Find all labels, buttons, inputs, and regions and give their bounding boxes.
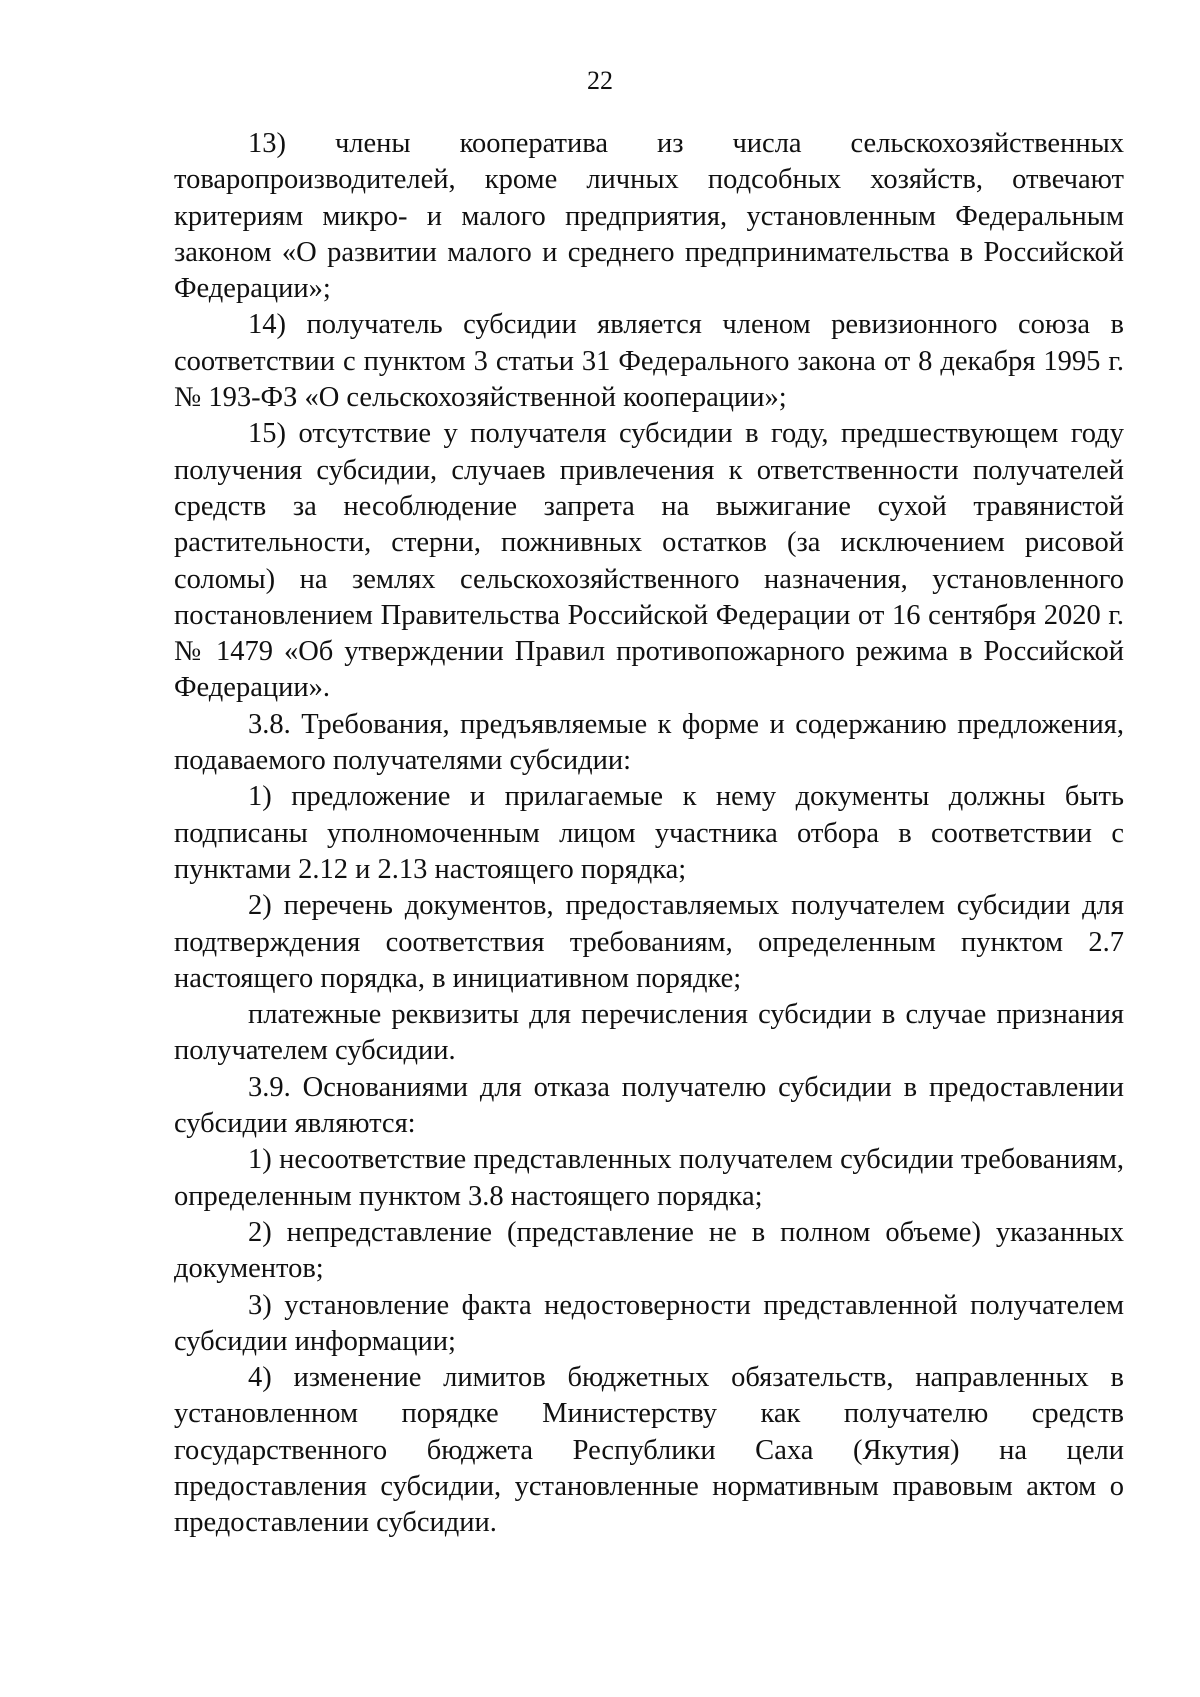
paragraph-3-8-item-2: 2) перечень документов, предоставляемых получателем субсидии для подтверждения соответствия требованиям, определенным пунктом 2.7 настоящего порядка, в инициативном порядке; <box>174 890 1124 994</box>
page-number: 22 <box>587 66 613 95</box>
paragraph-3-9-item-3: 3) установление факта недостоверности представленной получателем субсидии информации; <box>174 1289 1124 1357</box>
paragraph-section-3-8-heading: 3.8. Требования, предъявляемые к форме и содержанию предложения, подаваемого получателями субсидии: <box>174 708 1124 777</box>
document-body <box>174 126 1124 1542</box>
paragraph-item-13-cooperative-members: 13) члены кооператива из числа сельскохозяйственных товаропроизводителей, кроме личных подсобных хозяйств, отвечают критериям микро- и малого предприятия, установленным Федеральным законом «О развитии малого и среднего предпринимательства в Российской Федерации»; <box>174 128 1124 305</box>
paragraph-item-15-fire-regulations: 15) отсутствие у получателя субсидии в году, предшествующем году получения субсидии, случаев привлечения к ответственности получателей средств за несоблюдение запрета на выжигание сухой травянистой растительности, стерни, пожнивных остатков (за исключением рисовой соломы) на землях сельскохозяйственного назначения, установленного постановлением Правительства Российской Федерации от 16 сентября 2020 г. № 1479 «Об утверждении Правил противопожарного режима в Российской Федерации». <box>174 418 1124 704</box>
paragraph-payment-details: платежные реквизиты для перечисления субсидии в случае признания получателем субсидии. <box>174 999 1124 1067</box>
paragraph-3-9-item-2: 2) непредставление (представление не в полном объеме) указанных документов; <box>174 1216 1124 1285</box>
paragraph-section-3-9-heading: 3.9. Основаниями для отказа получателю субсидии в предоставлении субсидии являются: <box>174 1071 1124 1140</box>
paragraph-item-14-audit-union: 14) получатель субсидии является членом ревизионного союза в соответствии с пунктом 3 статьи 31 Федерального закона от 8 декабря 1995 г. № 193-ФЗ «О сельскохозяйственной кооперации»; <box>174 309 1124 414</box>
paragraph-3-9-item-1: 1) несоответствие представленных получателем субсидии требованиям, определенным пунктом 3.8 настоящего порядка; <box>174 1144 1124 1212</box>
paragraph-3-8-item-1: 1) предложение и прилагаемые к нему документы должны быть подписаны уполномоченным лицом участника отбора в соответствии с пунктами 2.12 и 2.13 настоящего порядка; <box>174 781 1124 885</box>
paragraph-3-9-item-4: 4) изменение лимитов бюджетных обязательств, направленных в установленном порядке Министерству как получателю средств государственного бюджета Республики Саха (Якутия) на цели предоставления субсидии, установленные нормативным правовым актом о предоставлении субсидии. <box>174 1362 1124 1539</box>
